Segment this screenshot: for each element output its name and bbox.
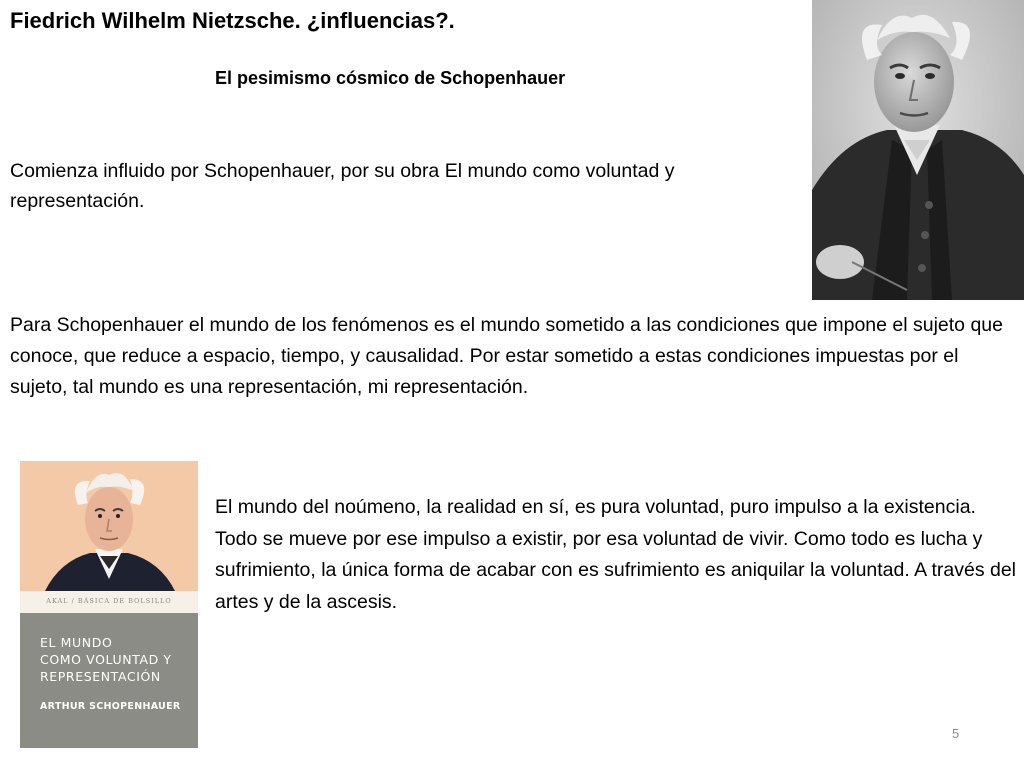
book-title-panel xyxy=(20,613,198,748)
book-cover-portrait xyxy=(20,461,198,591)
paragraph-influence: Comienza influido por Schopenhauer, por su obra El mundo como voluntad y representación. xyxy=(10,160,675,212)
book-author: ARTHUR SCHOPENHAUER xyxy=(40,701,181,712)
book-cover-portrait-illustration xyxy=(20,461,198,591)
book-title-line-1: EL MUNDO xyxy=(40,635,113,650)
paragraph-noumenon: El mundo del noúmeno, la realidad en sí, es pura voluntad, puro impulso a la existencia. Todo se mueve por ese impulso a existir, por esa voluntad de vivir. Como todo es lucha y sufrimiento, la única forma de acabar con es sufrimiento es aniquilar la voluntad. A través del artes y de la ascesis. xyxy=(215,496,1017,613)
page-number: 5 xyxy=(952,726,960,741)
slide-title: Fiedrich Wilhelm Nietzsche. ¿influencias?. xyxy=(10,8,455,33)
book-title-line-2: COMO VOLUNTAD Y xyxy=(40,652,172,667)
paragraph-phenomena: Para Schopenhauer el mundo de los fenómenos es el mundo sometido a las condiciones que impone el sujeto que conoce, que reduce a espacio, tiempo, y causalidad. Por estar sometido a estas condiciones impuestas por el sujeto, tal mundo es una representación, mi representación. xyxy=(10,314,1003,398)
schopenhauer-portrait-photo xyxy=(812,0,1024,300)
book-title-line-3: REPRESENTACIÓN xyxy=(40,669,161,684)
portrait-illustration xyxy=(812,0,1024,300)
book-cover xyxy=(20,461,198,748)
slide-subtitle: El pesimismo cósmico de Schopenhauer xyxy=(215,68,566,88)
book-series-strip xyxy=(20,591,198,613)
book-series-label: AKAL / BÁSICA DE BOLSILLO xyxy=(46,597,172,605)
